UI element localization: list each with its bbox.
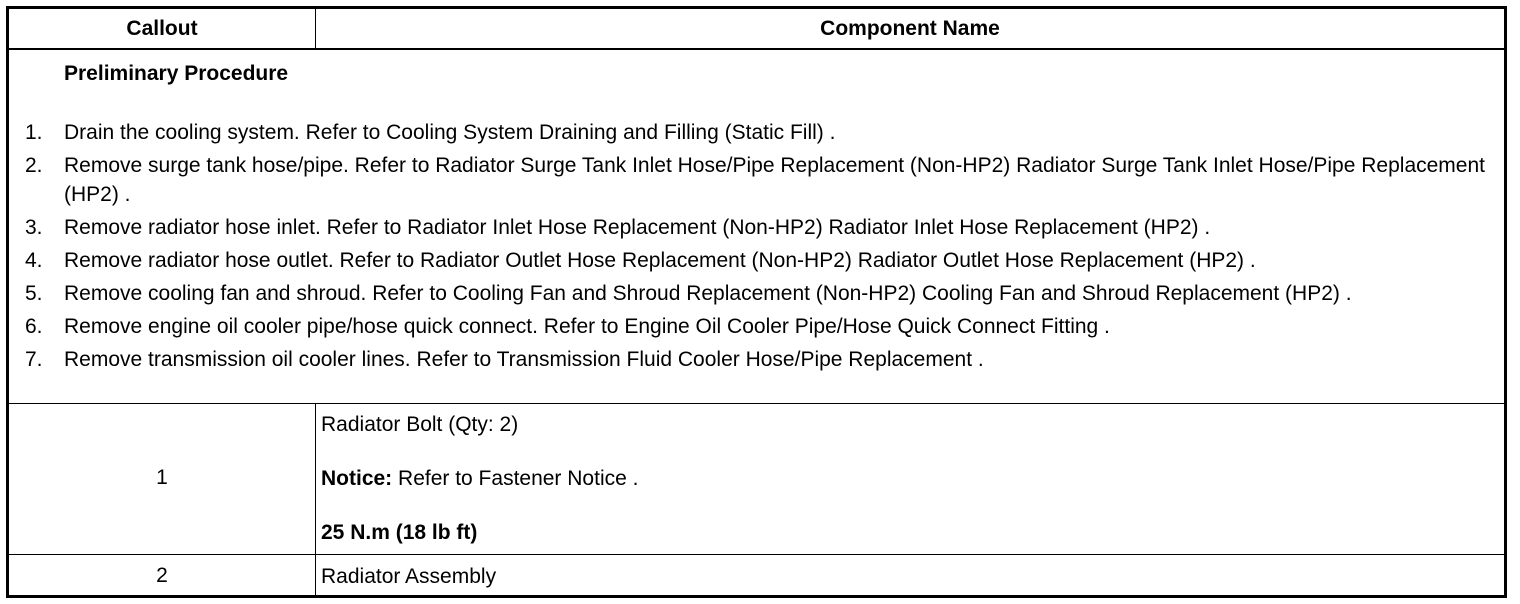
header-column-divider bbox=[315, 9, 316, 50]
step-number: 6. bbox=[25, 315, 43, 338]
step-text: Remove surge tank hose/pipe. Refer to Radiator Surge Tank Inlet Hose/Pipe Replacement (Non-HP2) Radiator Surge Tank Inlet Hose/Pipe Replacement (HP2) . bbox=[64, 154, 1485, 206]
step-text: Remove transmission oil cooler lines. Refer to Transmission Fluid Cooler Hose/Pipe Replacement . bbox=[64, 348, 984, 371]
procedure-step bbox=[9, 246, 1504, 275]
step-number: 2. bbox=[25, 154, 43, 177]
body-column-divider bbox=[315, 404, 316, 598]
component-table bbox=[6, 6, 1507, 598]
callout-number: 1 bbox=[156, 466, 168, 489]
notice-line bbox=[321, 466, 638, 492]
procedure-step bbox=[9, 312, 1504, 341]
procedure-step bbox=[9, 213, 1504, 242]
callout-header: Callout bbox=[126, 17, 198, 40]
component-name: Radiator Assembly bbox=[321, 565, 497, 588]
component-name-header: Component Name bbox=[820, 17, 1000, 40]
component-cell bbox=[321, 412, 638, 546]
step-number: 3. bbox=[25, 216, 43, 239]
notice-label: Notice: bbox=[321, 467, 393, 490]
step-text: Remove radiator hose inlet. Refer to Radiator Inlet Hose Replacement (Non-HP2) Radiator Inlet Hose Replacement (HP2) . bbox=[64, 216, 1211, 239]
step-text: Drain the cooling system. Refer to Cooling System Draining and Filling (Static Fill) . bbox=[64, 121, 836, 144]
step-text: Remove engine oil cooler pipe/hose quick connect. Refer to Engine Oil Cooler Pipe/Hose Quick Connect Fitting . bbox=[64, 315, 1110, 338]
table-row bbox=[9, 404, 1504, 555]
notice-text: Refer to Fastener Notice . bbox=[392, 467, 639, 490]
procedure-step bbox=[9, 345, 1504, 374]
component-name: Radiator Bolt (Qty: 2) bbox=[321, 413, 519, 436]
step-text: Remove radiator hose outlet. Refer to Radiator Outlet Hose Replacement (Non-HP2) Radiator Outlet Hose Replacement (HP2) . bbox=[64, 249, 1256, 272]
preliminary-procedure-title: Preliminary Procedure bbox=[64, 62, 289, 85]
procedure-step bbox=[9, 118, 1504, 147]
step-number: 7. bbox=[25, 348, 43, 371]
table-row bbox=[9, 555, 1504, 598]
procedure-step bbox=[9, 151, 1504, 209]
step-number: 1. bbox=[25, 121, 43, 144]
preliminary-procedure-row bbox=[9, 50, 1504, 404]
procedure-step bbox=[9, 279, 1504, 308]
step-number: 4. bbox=[25, 249, 43, 272]
step-text: Remove cooling fan and shroud. Refer to Cooling Fan and Shroud Replacement (Non-HP2) Cooling Fan and Shroud Replacement (HP2) . bbox=[64, 282, 1352, 305]
component-cell bbox=[321, 564, 496, 590]
table-header-row bbox=[9, 9, 1504, 50]
procedure-steps-list bbox=[9, 118, 1504, 378]
step-number: 5. bbox=[25, 282, 43, 305]
callout-number: 2 bbox=[156, 564, 168, 587]
torque-spec: 25 N.m (18 lb ft) bbox=[321, 521, 478, 544]
